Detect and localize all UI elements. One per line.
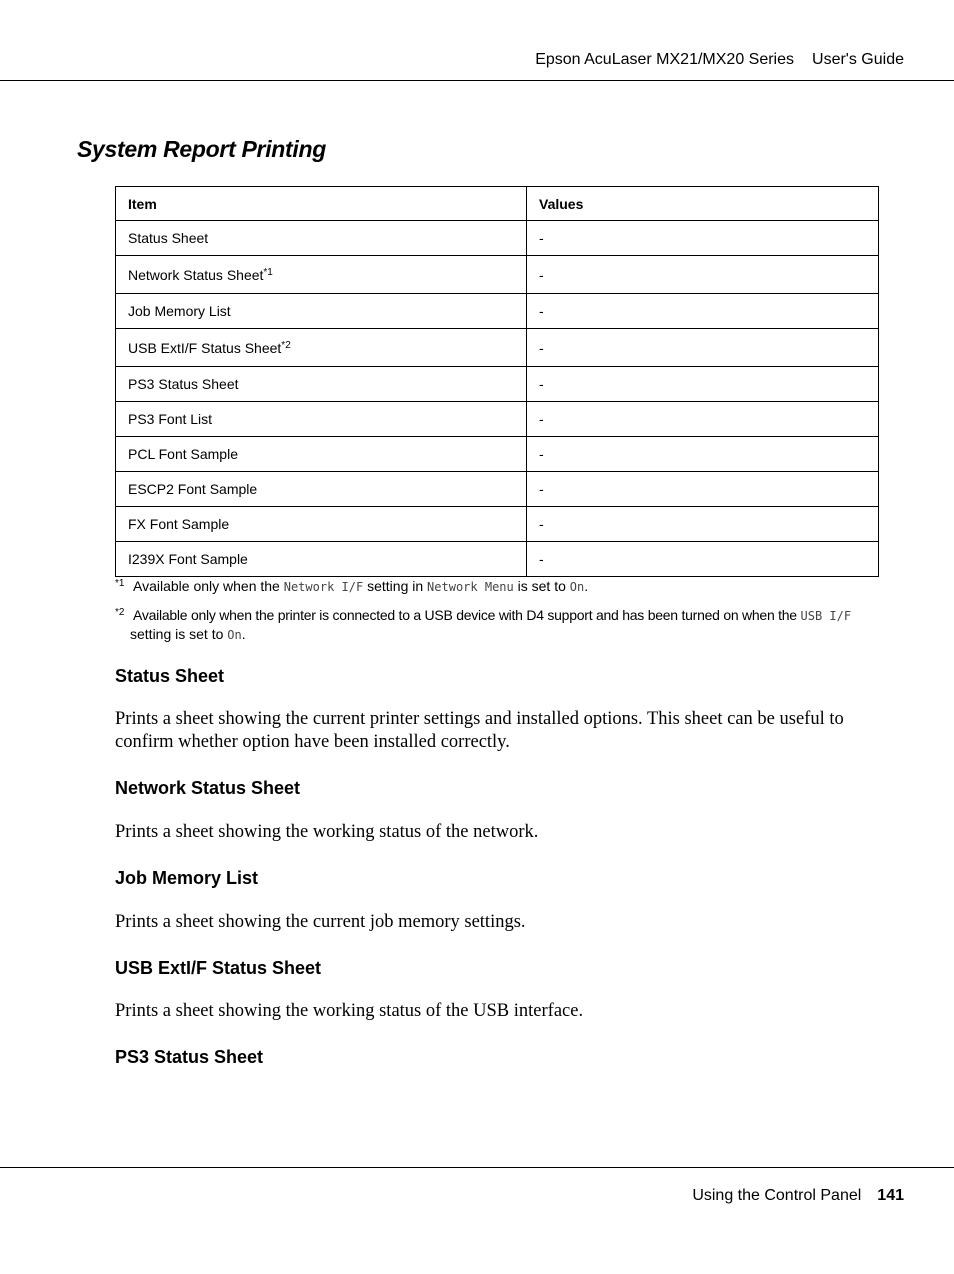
header-product: Epson AcuLaser MX21/MX20 Series [535, 51, 795, 68]
table-row [116, 437, 879, 472]
menu-name: Network Menu [427, 580, 514, 594]
table-row [116, 507, 879, 542]
column-header-item: Item [116, 187, 527, 221]
value-cell: - [527, 402, 879, 437]
item-label: I239X Font Sample [128, 551, 248, 567]
ps3-status-sheet-heading: PS3 Status Sheet [115, 1047, 264, 1067]
footnote-ref: *2 [281, 339, 291, 351]
footer-chapter: Using the Control Panel [692, 1187, 862, 1204]
item-label: ESCP2 Font Sample [128, 481, 258, 497]
network-status-sheet-heading: Network Status Sheet [115, 778, 301, 798]
status-sheet-description: Prints a sheet showing the current printer settings and installed options. This sheet can be useful to confirm whether option have been installed correctly. [115, 709, 844, 752]
value-cell: - [527, 256, 879, 294]
value-cell: - [527, 437, 879, 472]
header-rule [0, 80, 954, 81]
item-cell [116, 437, 527, 472]
setting-name: Network I/F [283, 580, 364, 594]
header-doc: User's Guide [812, 51, 904, 68]
table-row [116, 329, 879, 367]
item-cell [116, 294, 527, 329]
item-label: FX Font Sample [128, 516, 230, 532]
value-cell: - [527, 367, 879, 402]
usb-status-sheet-heading: USB ExtI/F Status Sheet [115, 958, 322, 978]
item-label: Status Sheet [128, 230, 209, 246]
value-cell: - [527, 507, 879, 542]
page-number: 141 [877, 1187, 904, 1204]
footnote-ref: *1 [263, 266, 273, 278]
item-cell [116, 256, 527, 294]
footnote-text: setting is set to [130, 626, 228, 642]
value-cell: - [527, 294, 879, 329]
footer-rule [0, 1167, 954, 1168]
footnote-text: is set to [513, 578, 570, 594]
value-cell: - [527, 221, 879, 256]
value-cell: - [527, 542, 879, 577]
table-row [116, 256, 879, 294]
value-cell: - [527, 472, 879, 507]
status-sheet-heading: Status Sheet [115, 666, 225, 686]
item-label: Network Status Sheet [128, 266, 264, 283]
item-cell [116, 507, 527, 542]
running-footer [692, 1187, 904, 1205]
value-cell: - [527, 329, 879, 367]
item-label: PS3 Status Sheet [128, 376, 239, 392]
item-cell [116, 221, 527, 256]
report-table [115, 186, 879, 577]
table-row [116, 472, 879, 507]
item-cell [116, 329, 527, 367]
item-cell [116, 367, 527, 402]
item-cell [116, 472, 527, 507]
table-row [116, 221, 879, 256]
item-label: PCL Font Sample [128, 446, 238, 462]
job-memory-list-description: Prints a sheet showing the current job memory settings. [115, 912, 526, 932]
footnote-text: . [241, 626, 246, 642]
usb-status-sheet-description: Prints a sheet showing the working status of the USB interface. [115, 1001, 584, 1021]
item-label: PS3 Font List [128, 411, 213, 427]
footnote-text: . [584, 578, 589, 594]
section-title: System Report Printing [77, 136, 326, 162]
item-label: Job Memory List [128, 303, 231, 319]
footnote-text: Available only when the printer is connected to a USB device with D4 support and has been turned on when the [133, 607, 801, 623]
setting-name: USB I/F [800, 609, 852, 623]
table-row [116, 402, 879, 437]
setting-value: On [227, 628, 242, 642]
column-header-values: Values [527, 187, 879, 221]
item-label: USB ExtI/F Status Sheet [128, 339, 282, 356]
item-cell [116, 402, 527, 437]
table-row [116, 294, 879, 329]
footnote-1 [115, 578, 885, 594]
footnote-text: setting in [363, 578, 428, 594]
table-header-row [116, 187, 879, 221]
table-row [116, 542, 879, 577]
footnote-text: Available only when the [133, 578, 284, 594]
setting-value: On [569, 580, 585, 594]
footnote-marker: *1 [115, 578, 125, 589]
running-header [535, 51, 904, 69]
network-status-sheet-description: Prints a sheet showing the working status of the network. [115, 822, 539, 842]
footnote-2 [115, 604, 885, 644]
job-memory-list-heading: Job Memory List [115, 868, 259, 888]
footnote-marker: *2 [115, 607, 125, 618]
table-row [116, 367, 879, 402]
item-cell [116, 542, 527, 577]
